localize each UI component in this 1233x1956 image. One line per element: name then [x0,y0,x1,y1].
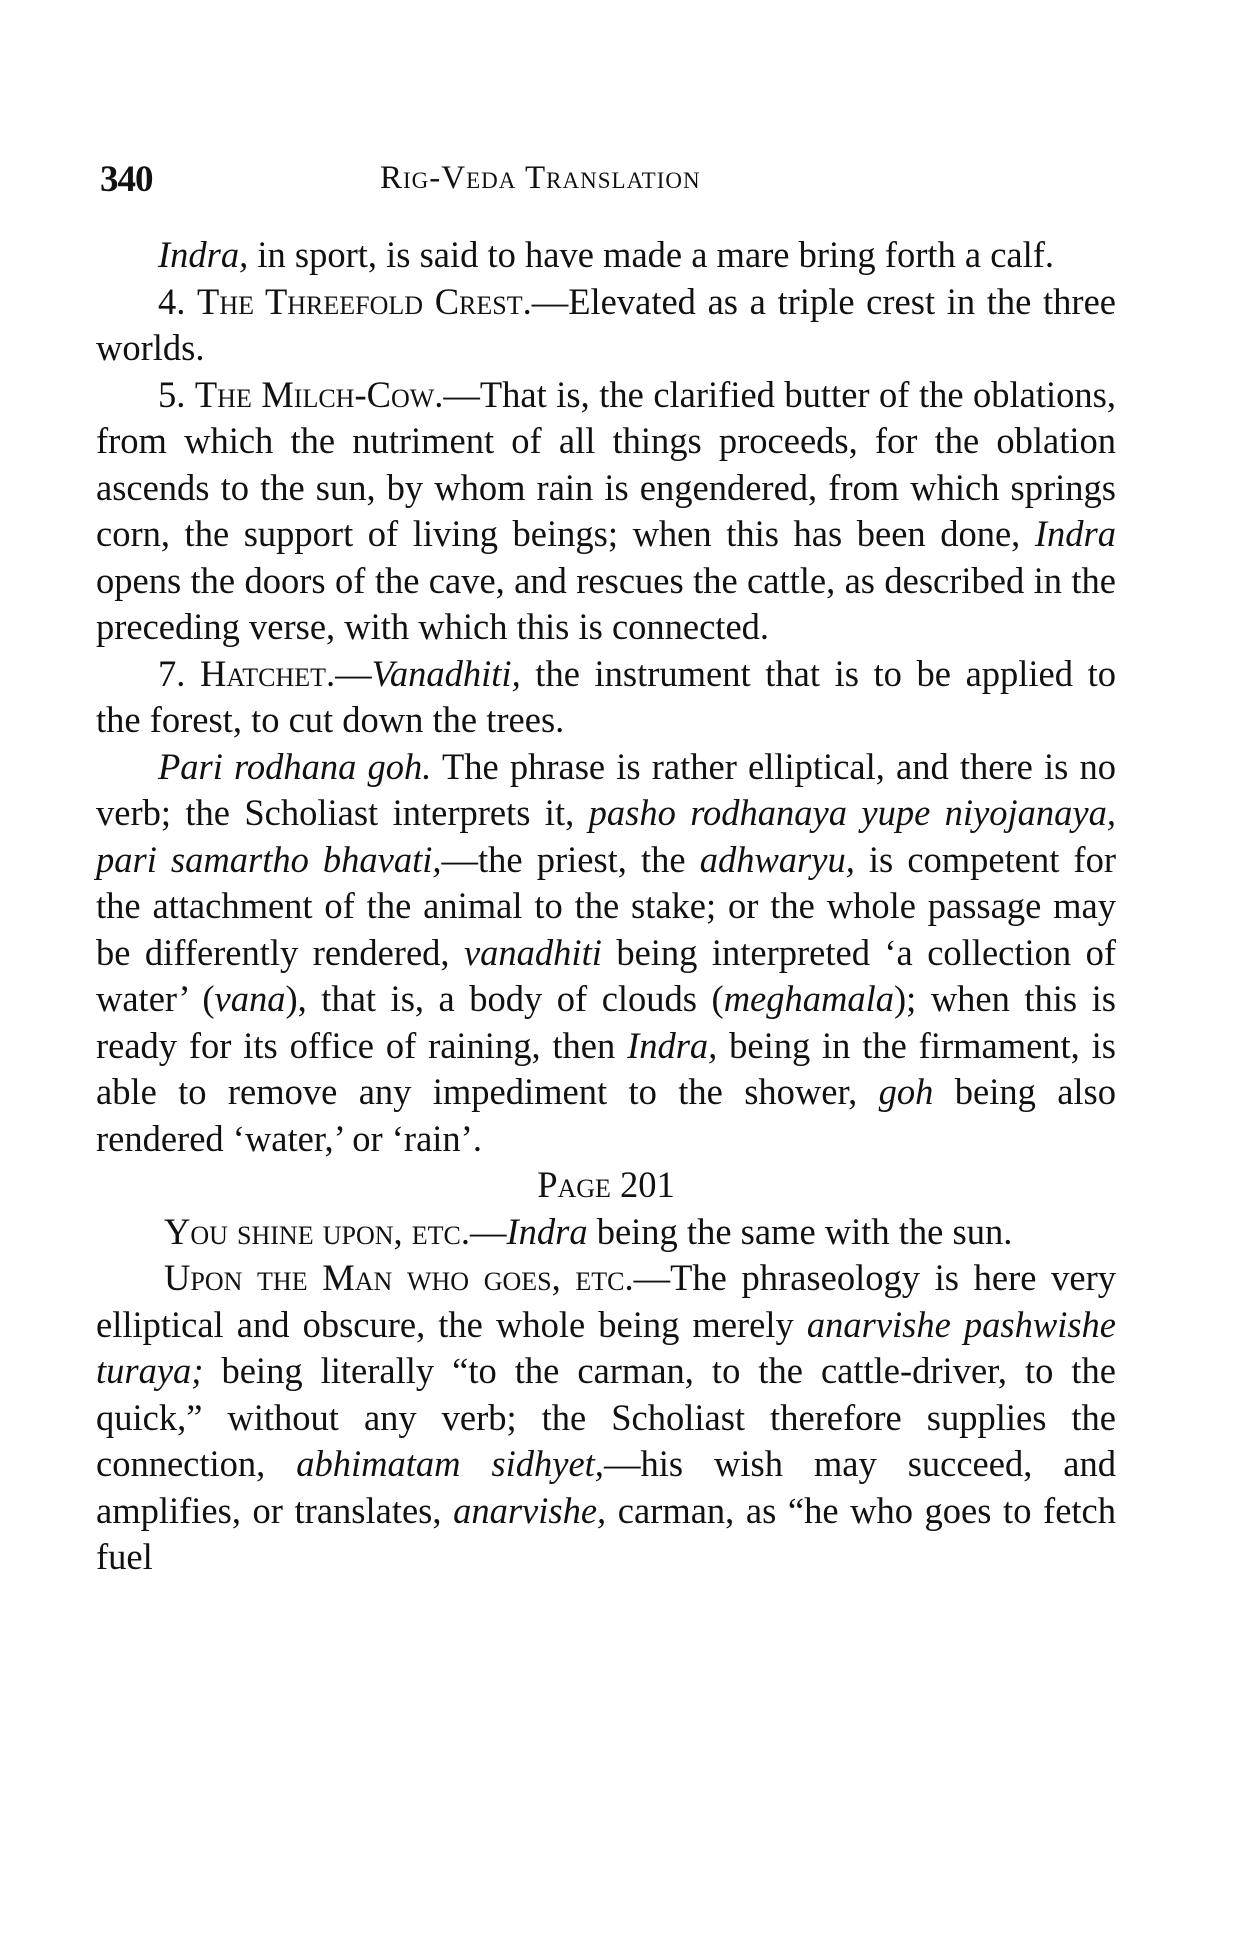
italic-term: pasho rodhanaya yupe niyojanaya, pari samartho bhavati, [96,792,1116,880]
note-text: the instrument that is to be applied to the forest, to cut down the trees. [96,652,1116,740]
italic-term: meghamala [723,978,894,1019]
note-text: —his wish may succeed, and amplifies, or translates, [96,1443,1116,1531]
italic-term: Indra, [627,1024,718,1066]
note-text: opens the doors of the cave, and rescues the cattle, as described in the preceding verse, with which this is connected. [96,559,1116,647]
italic-term: Indra [506,1210,588,1252]
paragraph-text: is competent for the attachment of the animal to the stake; or the whole passage may be differently rendered, [96,838,1116,973]
italic-term: Pari rodhana goh. [158,745,432,787]
note-label: Hatchet. [199,652,336,694]
section-heading: Page 201 [537,1164,675,1205]
italic-term: vana [214,978,286,1019]
note-text: carman, as “he who goes to fetch fuel [96,1489,1116,1577]
running-head: Rig-Veda Translation [380,160,701,196]
note-you-shine-upon [96,1209,1116,1256]
note-label: Upon the Man who goes, etc. [164,1257,634,1298]
page-header [100,158,1100,208]
note-7-hatchet [96,651,1116,744]
note-upon-the-man [96,1255,1116,1581]
note-5-milch-cow [96,372,1116,651]
note-text: —That is, the clarified butter of the oblations, from which the nutriment of all things proceeds, for the oblation ascends to the sun, by whom rain is engendered, from which springs corn, the support of living beings; when this has been done, [96,373,1116,554]
note-label: The Milch-Cow. [194,373,444,415]
paragraph-text: being interpreted ‘a collection of water’ ( [96,931,1116,1019]
paragraph-text: ), that is, a body of clouds ( [285,978,724,1019]
italic-term: anarvishe pashwishe turaya; [96,1303,1116,1391]
paragraph-text: in sport, is said to have made a mare bring forth a calf. [248,234,1055,275]
italic-term: anarvishe, [453,1489,607,1531]
italic-term: goh [878,1071,934,1112]
italic-term: Indra, [158,234,249,275]
note-text: being literally “to the carman, to the cattle-driver, to the quick,” without any verb; the Scholiast therefore supplies the connection, [96,1350,1116,1484]
paragraph-text: ); when this is ready for its office of raining, then [96,978,1117,1066]
note-label: The Threefold Crest. [197,280,532,322]
note-text: —Elevated as a triple crest in the three worlds. [96,280,1116,368]
italic-term: abhimatam sidhyet, [296,1443,604,1484]
page-number: 340 [100,159,153,200]
paragraph-text: The phrase is rather elliptical, and there is no verb; the Scholiast interprets it, [96,745,1116,833]
paragraph-indra-sport [96,232,1116,279]
italic-term: adhwaryu, [699,838,855,880]
em-dash: — [335,652,372,694]
page-body [96,232,1116,1581]
paragraph-text: —the priest, the [441,838,700,880]
note-text: being the same with the sun. [587,1210,1013,1252]
em-dash: — [469,1210,507,1252]
paragraph-text: being in the firmament, is able to remove any impediment to the shower, [96,1024,1116,1112]
italic-term: Vanadhiti, [371,652,521,694]
italic-term: Indra [1034,513,1116,554]
note-number: 5. [158,373,195,415]
note-4-threefold-crest [96,279,1116,372]
note-text: —The phraseology is here very elliptical and obscure, the whole being merely [96,1257,1116,1345]
note-label: You shine upon, etc. [164,1210,470,1252]
italic-term: vanadhiti [463,931,602,973]
note-number: 4. [158,280,198,322]
paragraph-pari-rodhana [96,744,1116,1163]
note-number: 7. [158,652,200,694]
paragraph-text: being also rendered ‘water,’ or ‘rain’. [96,1071,1116,1159]
